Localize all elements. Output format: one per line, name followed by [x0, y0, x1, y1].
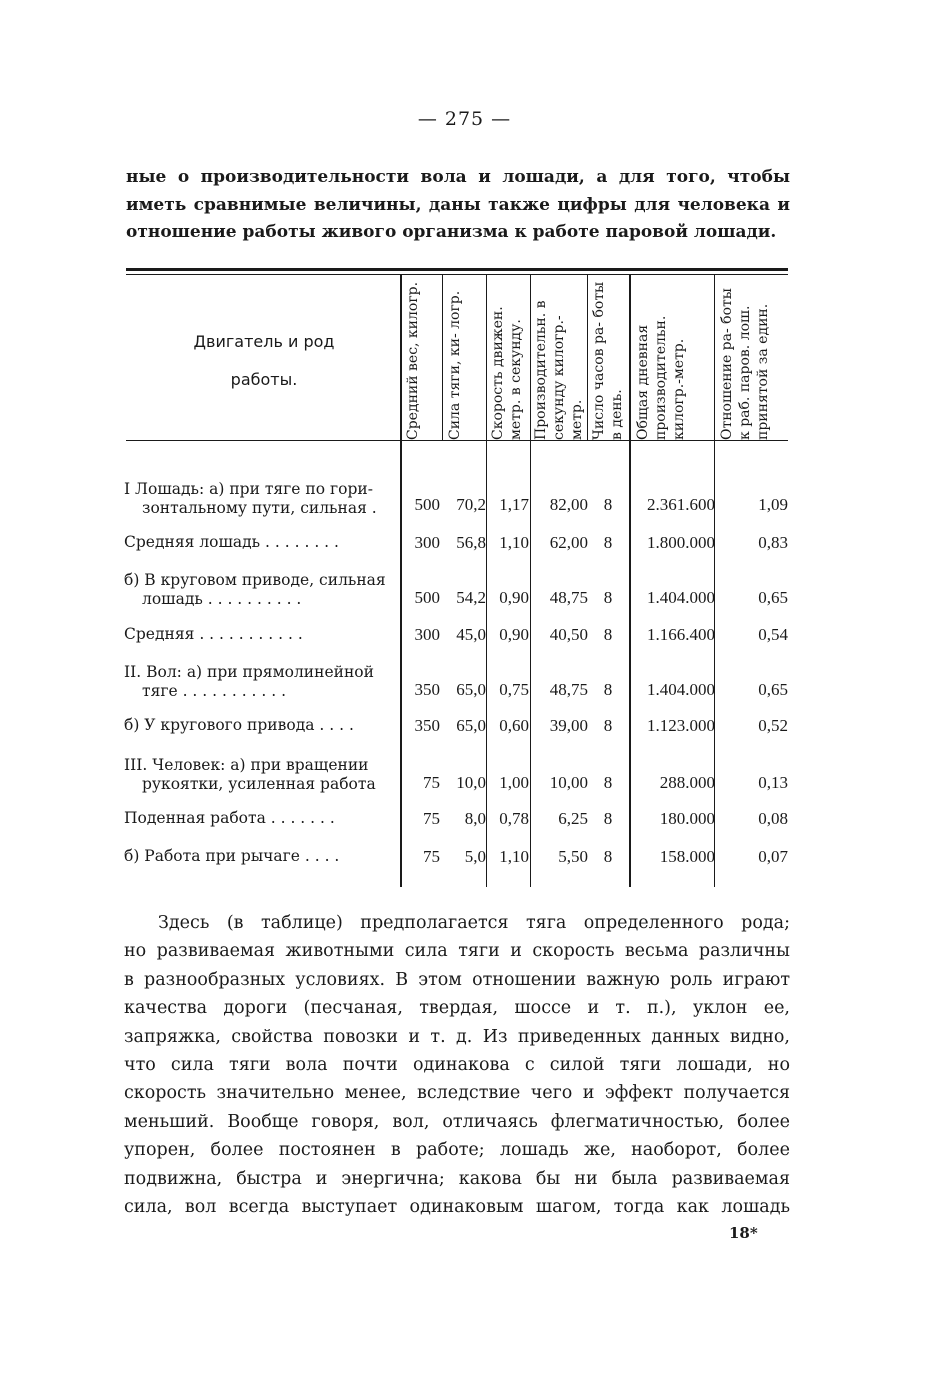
data-table	[126, 268, 788, 888]
text-line: ные о производительности вола и лошади, а для того, чтобы	[126, 167, 790, 187]
cell-daily: 288.000	[659, 773, 715, 792]
row-label	[124, 756, 394, 794]
column-rule	[629, 275, 631, 887]
cell-productivity: 48,75	[549, 588, 588, 607]
cell-weight: 500	[414, 588, 440, 607]
cell-hours: 8	[603, 847, 613, 866]
cell-hours: 8	[603, 495, 613, 514]
text-line: иметь сравнимые величины, даны также цифры для человека и	[126, 194, 790, 215]
table-header-rule	[126, 440, 788, 441]
row-label-line: зонтальному пути, сильная .	[142, 499, 377, 517]
column-rule	[442, 275, 443, 441]
column-rule	[714, 275, 715, 887]
signature-mark: 18*	[729, 1224, 758, 1242]
row-label-line: лошадь . . . . . . . . . .	[142, 590, 302, 608]
cell-daily: 2.361.600	[647, 495, 715, 514]
cell-speed: 0,90	[499, 588, 529, 607]
header-line: работы.	[230, 370, 298, 389]
cell-speed: 1,17	[499, 495, 529, 514]
row-label	[124, 663, 394, 701]
row-label-line: Средняя . . . . . . . . . . .	[124, 625, 303, 643]
cell-hours: 8	[603, 680, 613, 699]
cell-productivity: 6,25	[558, 809, 588, 828]
header-ratio-steam-horse: Отношение ра- боты к раб. паров. лош. принятой за един.	[719, 288, 771, 440]
cell-productivity: 62,00	[549, 533, 588, 552]
row-label-line: б) В круговом приводе, сильная	[124, 571, 386, 589]
cell-force: 5,0	[464, 847, 486, 866]
header-daily-productivity: Общая дневная производительн. килогр.-метр.	[635, 315, 687, 440]
cell-force: 65,0	[456, 680, 486, 699]
cell-hours: 8	[603, 533, 613, 552]
column-rule	[587, 275, 588, 441]
cell-productivity: 40,50	[549, 625, 588, 644]
cell-force: 70,2	[456, 495, 486, 514]
cell-weight: 300	[414, 533, 440, 552]
row-label-line: тяге . . . . . . . . . . .	[142, 682, 287, 700]
cell-force: 56,8	[456, 533, 486, 552]
header-avg-weight: Средний вес, килогр.	[405, 281, 421, 440]
text-line: отношение работы живого организма к работе паровой лошади.	[126, 222, 777, 242]
cell-daily: 1.123.000	[647, 716, 715, 735]
cell-hours: 8	[603, 625, 613, 644]
row-label-line: Поденная работа . . . . . . .	[124, 809, 335, 827]
cell-ratio: 0,65	[758, 680, 788, 699]
cell-weight: 500	[414, 495, 440, 514]
cell-ratio: 0,13	[758, 773, 788, 792]
cell-speed: 0,90	[499, 625, 529, 644]
header-engine-work	[126, 323, 402, 399]
header-speed: Скорость движен. метр. в секунду.	[490, 306, 524, 440]
cell-force: 8,0	[464, 809, 486, 828]
cell-ratio: 0,65	[758, 588, 788, 607]
text-line: в разнообразных условиях. В этом отношении важную роль играют	[124, 969, 790, 990]
cell-daily: 1.166.400	[647, 625, 715, 644]
cell-speed: 1,10	[499, 847, 529, 866]
cell-hours: 8	[603, 773, 613, 792]
text-line: но развиваемая животными сила тяги и скорость весьма различны	[124, 941, 790, 962]
cell-productivity: 39,00	[549, 716, 588, 735]
cell-productivity: 10,00	[549, 773, 588, 792]
row-label	[124, 809, 394, 828]
cell-weight: 350	[414, 680, 440, 699]
row-label	[124, 480, 394, 518]
header-hours-per-day: Число часов ра- боты в день.	[591, 281, 625, 440]
cell-daily: 158.000	[659, 847, 715, 866]
row-label	[124, 533, 394, 552]
cell-ratio: 1,09	[758, 495, 788, 514]
cell-productivity: 48,75	[549, 680, 588, 699]
cell-force: 45,0	[456, 625, 486, 644]
page-number: — 275 —	[417, 108, 512, 130]
row-label-line: II. Вол: а) при прямолинейной	[124, 663, 374, 681]
row-label-line: I Лошадь: а) при тяге по гори-	[124, 480, 373, 498]
cell-weight: 350	[414, 716, 440, 735]
cell-hours: 8	[603, 588, 613, 607]
row-label	[124, 716, 394, 735]
cell-weight: 75	[423, 809, 440, 828]
row-label-line: б) Работа при рычаге . . . .	[124, 847, 340, 865]
cell-speed: 1,00	[499, 773, 529, 792]
row-label-line: III. Человек: а) при вращении	[124, 756, 369, 774]
cell-force: 65,0	[456, 716, 486, 735]
row-label-line: Средняя лошадь . . . . . . . .	[124, 533, 339, 551]
text-line: скорость значительно менее, вследствие чего и эффект получается	[124, 1083, 790, 1104]
cell-force: 10,0	[456, 773, 486, 792]
cell-speed: 0,60	[499, 716, 529, 735]
text-line: Здесь (в таблице) предполагается тяга определенного рода;	[158, 913, 790, 933]
row-label	[124, 571, 394, 609]
header-traction-force: Сила тяги, ки- логр.	[447, 290, 463, 440]
cell-ratio: 0,08	[758, 809, 788, 828]
cell-daily: 1.404.000	[647, 588, 715, 607]
row-label-line: б) У кругового привода . . . .	[124, 716, 354, 734]
cell-ratio: 0,54	[758, 625, 788, 644]
text-line: сила, вол всегда выступает одинаковым шагом, тогда как лошадь	[124, 1197, 790, 1218]
cell-daily: 1.800.000	[647, 533, 715, 552]
intro-paragraph	[126, 164, 790, 247]
cell-weight: 75	[423, 773, 440, 792]
cell-weight: 300	[414, 625, 440, 644]
cell-weight: 75	[423, 847, 440, 866]
text-line: качества дороги (песчаная, твердая, шоссе и т. п.), уклон ее,	[124, 998, 790, 1019]
cell-speed: 0,75	[499, 680, 529, 699]
cell-ratio: 0,83	[758, 533, 788, 552]
row-label	[124, 847, 394, 866]
row-label	[124, 625, 394, 644]
cell-daily: 180.000	[659, 809, 715, 828]
cell-speed: 0,78	[499, 809, 529, 828]
text-line: что сила тяги вола почти одинакова с силой тяги лошади, но	[124, 1055, 790, 1076]
column-rule	[486, 275, 487, 887]
text-line: подвижна, быстра и энергична; какова бы ни была развиваемая	[124, 1168, 790, 1189]
header-line: Двигатель и род	[193, 332, 335, 351]
body-paragraph	[124, 909, 790, 1221]
cell-ratio: 0,07	[758, 847, 788, 866]
cell-productivity: 5,50	[558, 847, 588, 866]
cell-speed: 1,10	[499, 533, 529, 552]
cell-daily: 1.404.000	[647, 680, 715, 699]
cell-force: 54,2	[456, 588, 486, 607]
header-productivity-per-second: Производительн. в секунду килогр.- метр.	[533, 300, 585, 440]
cell-ratio: 0,52	[758, 716, 788, 735]
table-top-rule-thin	[126, 274, 788, 275]
column-rule	[530, 275, 531, 887]
table-top-rule	[126, 268, 788, 271]
cell-hours: 8	[603, 809, 613, 828]
text-line: меньший. Вообще говоря, вол, отличаясь флегматичностью, более	[124, 1111, 790, 1132]
text-line: запряжка, свойства повозки и т. д. Из приведенных данных видно,	[124, 1026, 790, 1047]
cell-hours: 8	[603, 716, 613, 735]
cell-productivity: 82,00	[549, 495, 588, 514]
text-line: упорен, более постоянен в работе; лошадь же, наоборот, более	[124, 1140, 790, 1161]
row-label-line: рукоятки, усиленная работа	[142, 775, 376, 793]
